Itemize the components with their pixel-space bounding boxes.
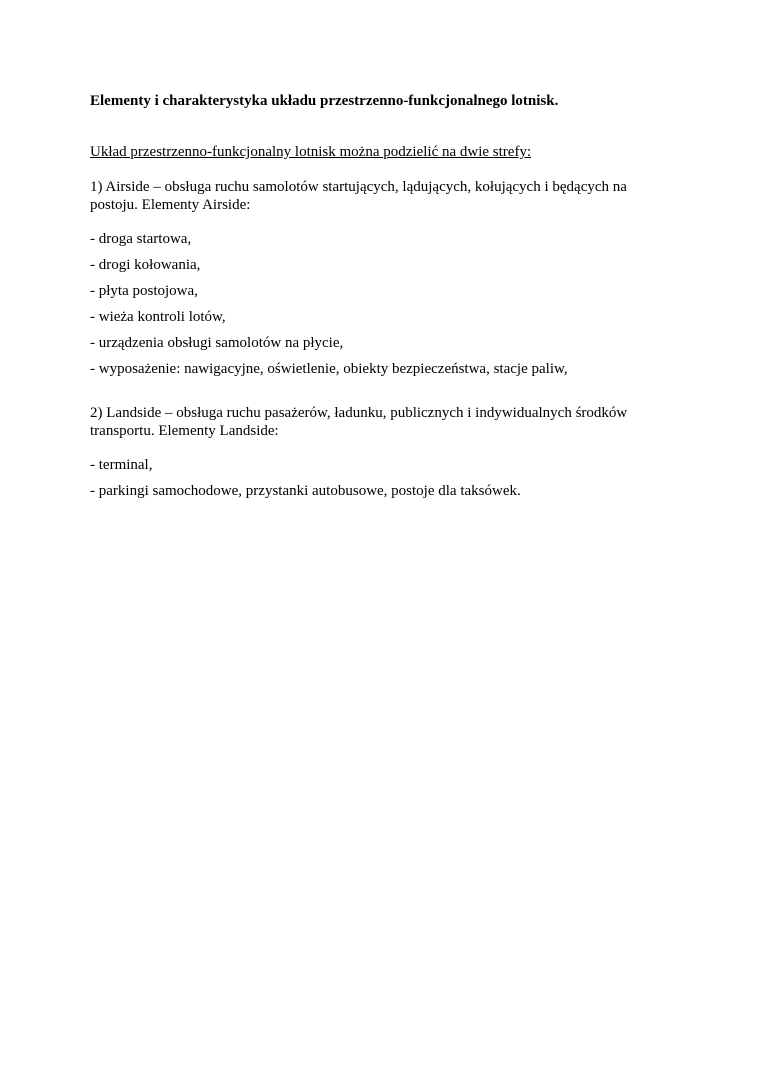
list-item: - droga startowa, (90, 231, 192, 247)
document-content (90, 92, 660, 508)
list-item: - urządzenia obsługi samolotów na płycie, (90, 335, 344, 351)
airside-list (90, 230, 660, 378)
landside-list (90, 456, 660, 500)
list-item: - terminal, (90, 457, 153, 473)
intro-paragraph: Układ przestrzenno-funkcjonalny lotnisk można podzielić na dwie strefy: (90, 144, 532, 160)
airside-heading: 1) Airside – obsługa ruchu samolotów startujących, lądujących, kołujących i będących na postoju. Elementy Airside: (90, 179, 627, 213)
list-item: - wieża kontroli lotów, (90, 309, 226, 325)
document-title: Elementy i charakterystyka układu przestrzenno-funkcjonalnego lotnisk. (90, 93, 559, 109)
landside-heading: 2) Landside – obsługa ruchu pasażerów, ładunku, publicznych i indywidualnych środków transportu. Elementy Landside: (90, 405, 628, 439)
list-item: - płyta postojowa, (90, 283, 198, 299)
list-item: - wyposażenie: nawigacyjne, oświetlenie, obiekty bezpieczeństwa, stacje paliw, (90, 361, 568, 377)
list-item: - parkingi samochodowe, przystanki autobusowe, postoje dla taksówek. (90, 483, 521, 499)
list-item: - drogi kołowania, (90, 257, 201, 273)
